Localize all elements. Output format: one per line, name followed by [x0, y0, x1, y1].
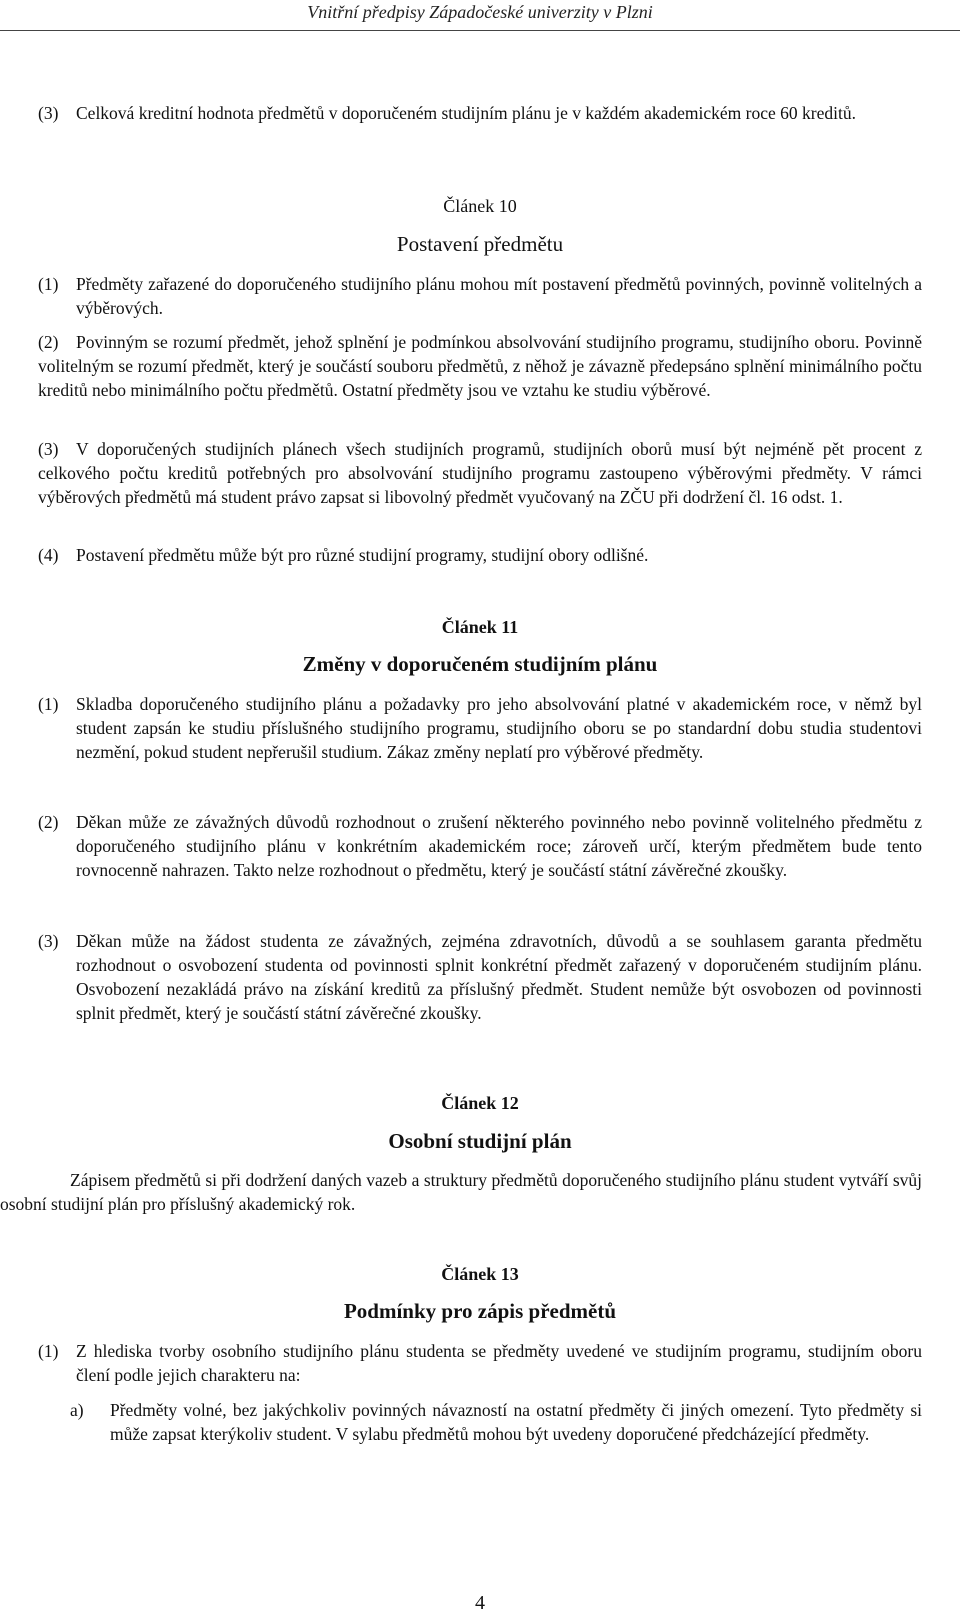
paragraph-text	[38, 437, 922, 509]
paragraph-text: Děkan může ze závažných důvodů rozhodnout o zrušení některého povinného nebo povinně volitelného předmětu z doporučeného studijního plánu v konkrétním akademickém roce; zároveň určí, kterým předmětem bude tento rovnocenně nahrazen. Takto nelze rozhodnout o předmětu, který je součástí státní závěrečné zkoušky.	[76, 812, 922, 880]
paragraph-text: Děkan může na žádost studenta ze závažných, zejména zdravotních, důvodů a se souhlasem garanta předmětu rozhodnout o osvobození studenta od povinnosti splnit konkrétní předmět zařazený v doporučeném studijním plánu. Osvobození nezakládá právo na získání kreditů za příslušný předmět. Student nemůže být osvobozen od povinnosti splnit předmět, který je součástí státní závěrečné zkoušky.	[76, 931, 922, 1023]
article-10-title: Článek 10	[443, 196, 517, 216]
paragraph-number: (2)	[38, 812, 59, 832]
page-number: 4	[475, 1592, 485, 1614]
paragraph-text: Celková kreditní hodnota předmětů v doporučeném studijním plánu je v každém akademickém roce 60 kreditů.	[76, 103, 856, 123]
article-10-subtitle: Postavení předmětu	[396, 232, 564, 256]
article-11-title: Článek 11	[441, 617, 519, 637]
paragraph-text	[38, 330, 922, 402]
paragraph-number: (4)	[38, 545, 59, 565]
paragraph-body: Povinným se rozumí předmět, jehož splnění je podmínkou absolvování studijního programu, studijního oboru. Povinně volitelným se rozumí předmět, který je součástí souboru předmětů, z něhož je závazně předepsáno splnění minimálního počtu kreditů nebo minimálního počtu předmětů. Ostatní předměty jsou ve vztahu ke studiu výběrové.	[38, 332, 922, 400]
article-12-title: Článek 12	[441, 1093, 519, 1113]
paragraph-number: (1)	[38, 274, 59, 294]
paragraph-text: Postavení předmětu může být pro různé studijní programy, studijní obory odlišné.	[76, 545, 649, 565]
paragraph-text: Předměty zařazené do doporučeného studijního plánu mohou mít postavení předmětů povinných, povinně volitelných a výběrových.	[76, 274, 922, 318]
article-12-subtitle: Osobní studijní plán	[388, 1129, 572, 1153]
article-13-subtitle: Podmínky pro zápis předmětů	[343, 1299, 617, 1323]
item-letter: a)	[70, 1400, 84, 1420]
paragraph-number: (3)	[38, 931, 59, 951]
paragraph-number: (2)	[38, 332, 59, 352]
article-12-paragraph: Zápisem předmětů si při dodržení daných vazeb a struktury předmětů doporučeného studijního plánu student vytváří svůj osobní studijní plán pro příslušný akademický rok.	[0, 1170, 922, 1214]
article-13-title: Článek 13	[441, 1264, 519, 1284]
article-11-subtitle: Změny v doporučeném studijním plánu	[302, 652, 658, 676]
paragraph-text: Skladba doporučeného studijního plánu a požadavky pro jeho absolvování platné v akademickém roce, v němž byl student zapsán ke studiu příslušného studijního programu, studijního oboru se po standardní dobu studia studentovi nezmění, pokud student nepřerušil studium. Zákaz změny neplatí pro výběrové předměty.	[76, 694, 922, 762]
paragraph-text: Z hlediska tvorby osobního studijního plánu studenta se předměty uvedené ve studijním programu, studijním oboru člení podle jejich charakteru na:	[76, 1341, 922, 1385]
paragraph-number: (1)	[38, 694, 59, 714]
paragraph-number: (3)	[38, 439, 59, 459]
running-header: Vnitřní předpisy Západočeské univerzity v Plzni	[307, 2, 653, 22]
header-divider	[0, 30, 960, 31]
paragraph-body: V doporučených studijních plánech všech studijních programů, studijních oborů musí být nejméně pět procent z celkového počtu kreditů potřebných pro absolvování studijního programu zastoupeno výběrovými předměty. V rámci výběrových předmětů má student právo zapsat si libovolný předmět vyučovaný na ZČU při dodržení čl. 16 odst. 1.	[38, 439, 922, 507]
item-text: Předměty volné, bez jakýchkoliv povinných návazností na ostatní předměty či jiných omezení. Tyto předměty si může zapsat kterýkoliv student. V sylabu předmětů mohou být uvedeny doporučené předcházející předměty.	[110, 1400, 922, 1444]
paragraph-number: (3)	[38, 103, 59, 123]
paragraph-number: (1)	[38, 1341, 59, 1361]
